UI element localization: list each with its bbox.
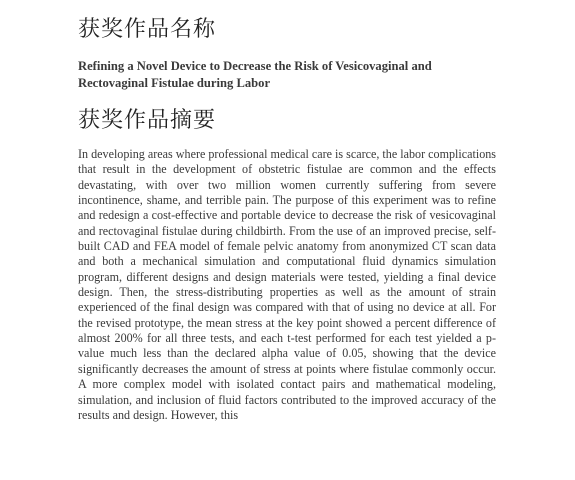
award-title: Refining a Novel Device to Decrease the Risk of Vesicovaginal and Rectovaginal Fistulae during Labor — [78, 59, 432, 90]
award-title-heading: 获奖作品名称 — [78, 17, 217, 42]
abstract-text: In developing areas where professional medical care is scarce, the labor complications that result in the development of obstetric fistulae are common and the effects devastating, with over two million women currently suffering from severe incontinence, shame, and terrible pain. The purpose of this experiment was to refine and redesign a cost-effective and portable device to decrease the risk of vesicovaginal and rectovaginal fistulae during childbirth. From the use of an improved precise, self-built CAD and FEA model of female pelvic anatomy from anonymized CT scan data and both a mechanical simulation and computational fluid dynamics simulation program, different designs and design materials were tested, yielding a final device design. Then, the stress-distributing properties as well as the amount of strain experienced of the final design was compared with that of using no device at all. For the revised prototype, the mean stress at the key point showed a percent difference of almost 200% for all three tests, and each t-test performed for each test yielded a p-value much less than the declared alpha value of 0.05, showing that the device significantly decreases the amount of stress at points where fistulae commonly occur. A more complex model with isolated contact pairs and mathematical modeling, simulation, and inclusion of fluid factors contributed to the improved accuracy of the results and design. However, this — [78, 147, 496, 422]
abstract-heading: 获奖作品摘要 — [78, 108, 217, 133]
